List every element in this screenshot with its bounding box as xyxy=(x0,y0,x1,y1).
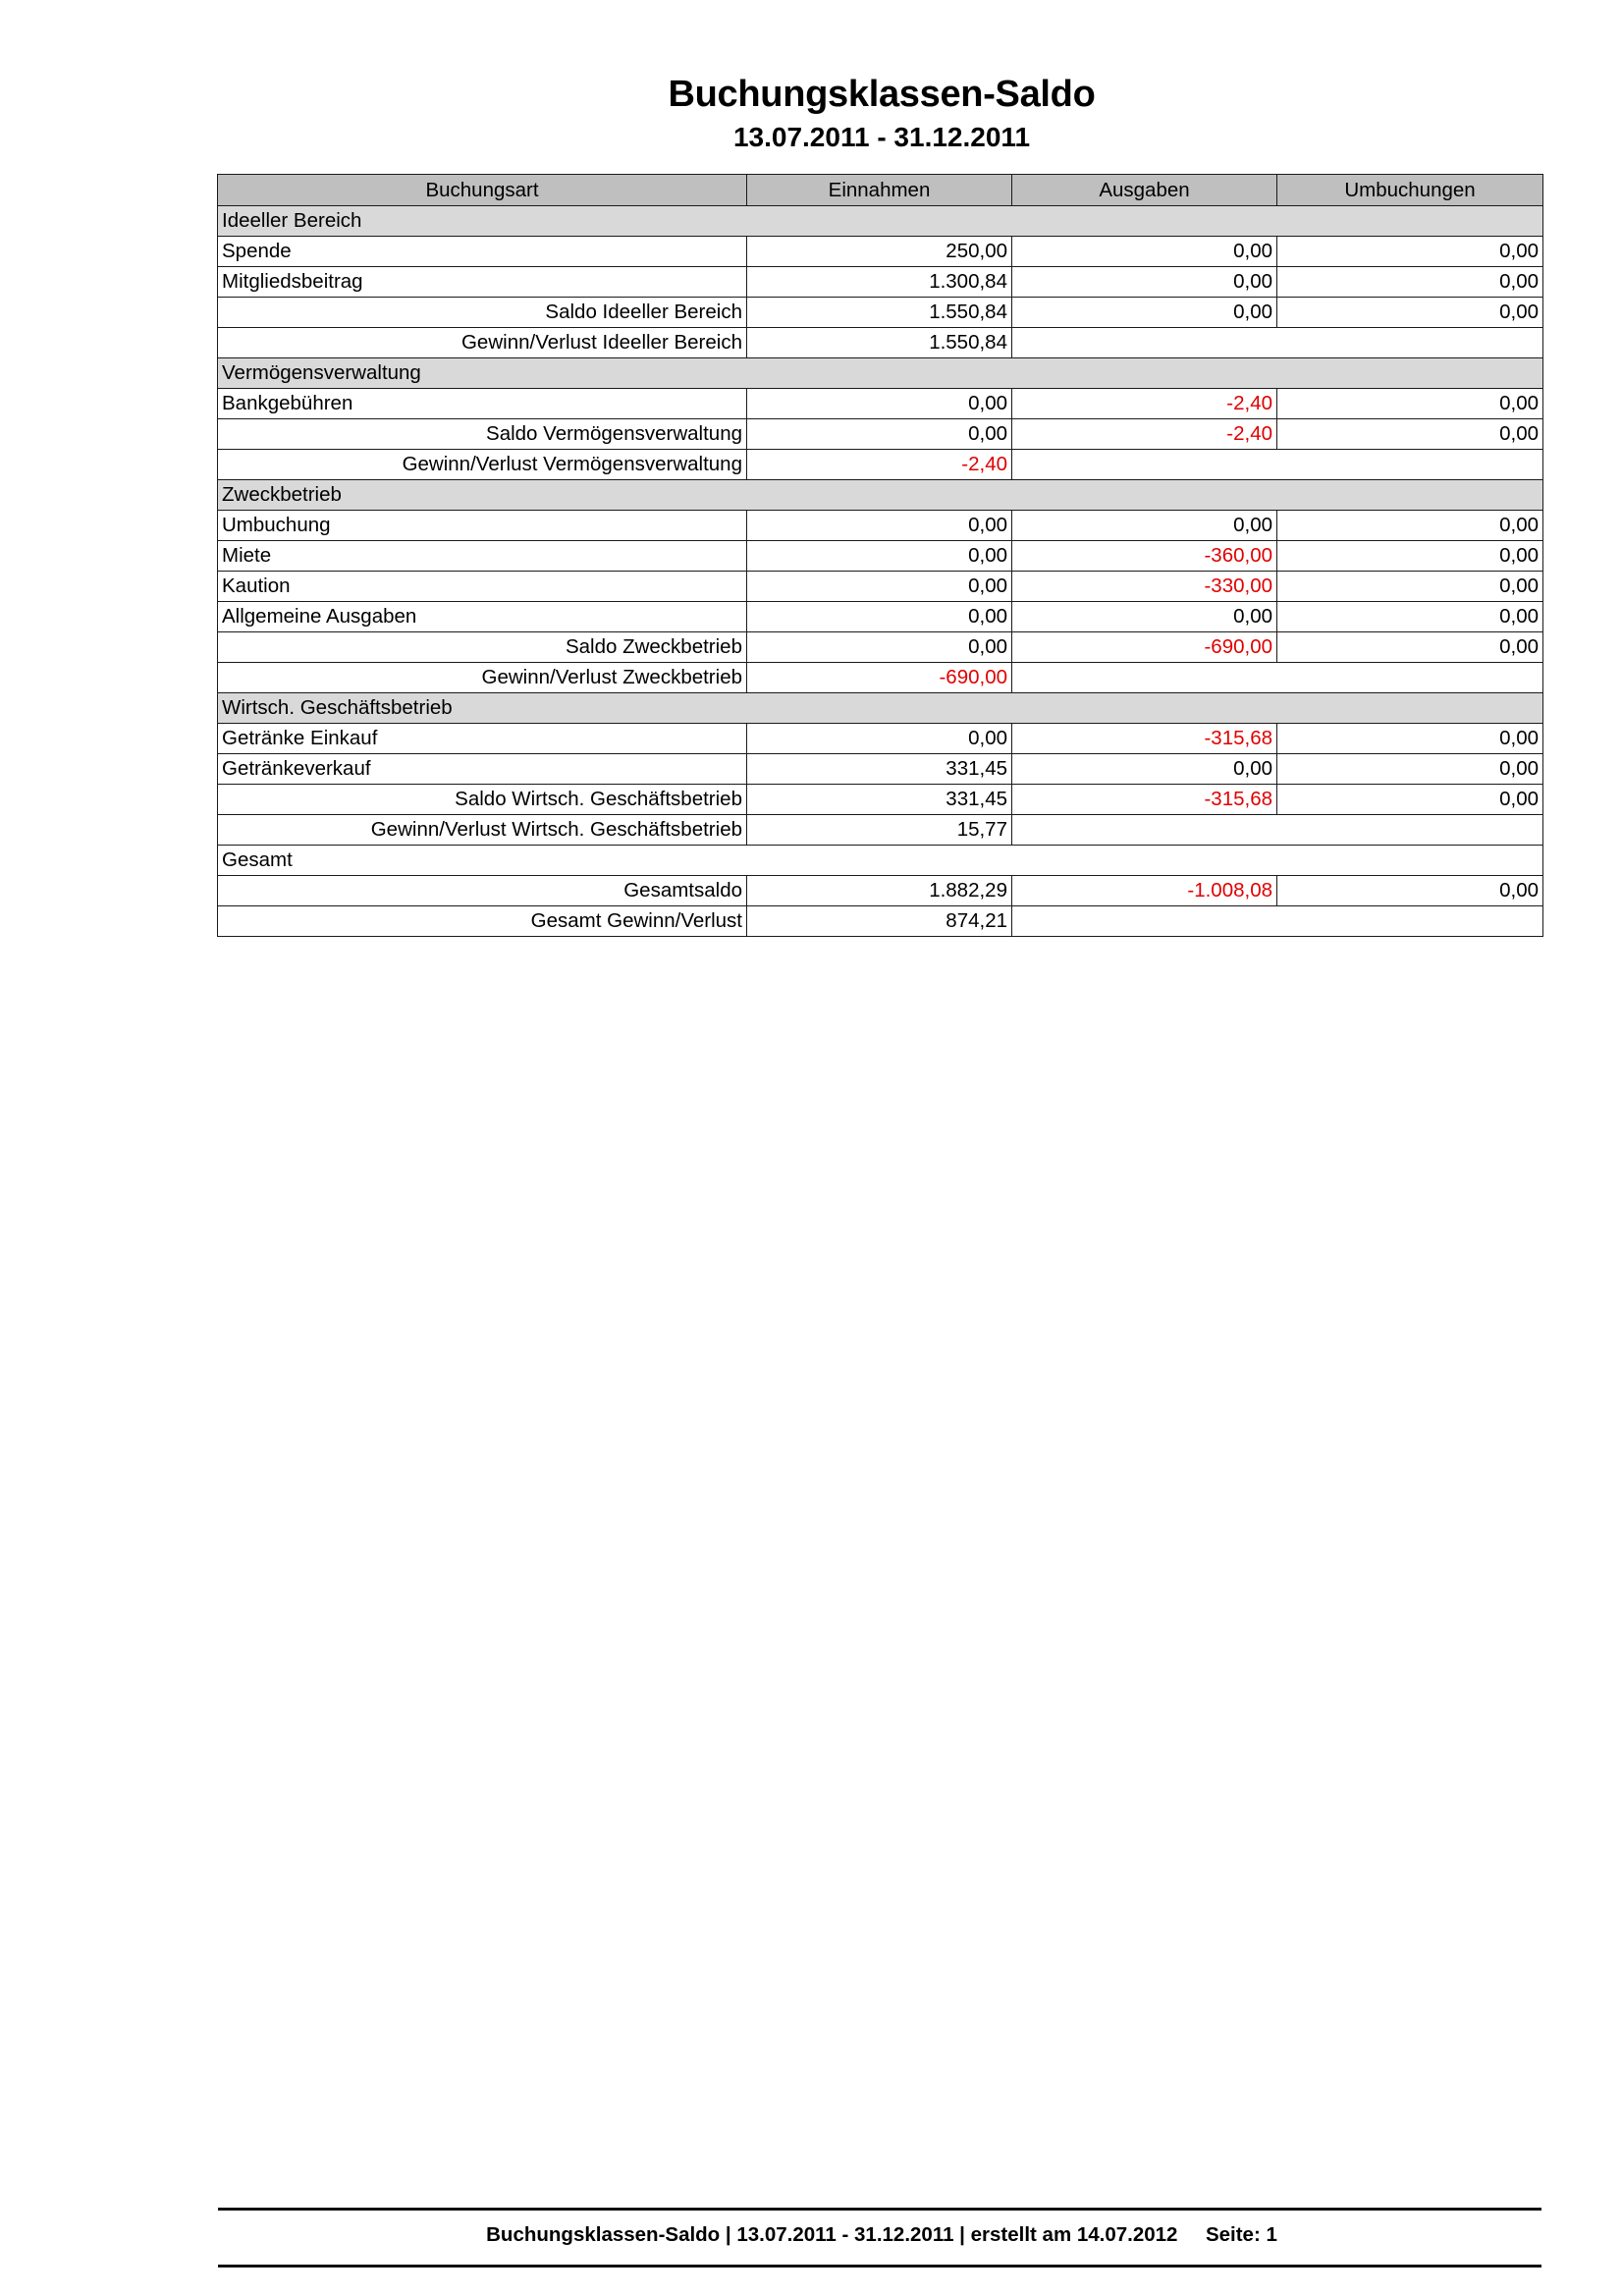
row-label: Gewinn/Verlust Zweckbetrieb xyxy=(218,663,747,693)
row-label: Gewinn/Verlust Wirtsch. Geschäftsbetrieb xyxy=(218,815,747,846)
cell-umbuchungen: 0,00 xyxy=(1277,267,1543,298)
empty-cell xyxy=(1012,450,1543,480)
table-row xyxy=(218,511,1543,541)
section-title: Gesamt xyxy=(218,846,1543,876)
row-label: Getränke Einkauf xyxy=(218,724,747,754)
table-row xyxy=(218,602,1543,632)
table-row xyxy=(218,541,1543,572)
cell-umbuchungen: 0,00 xyxy=(1277,632,1543,663)
gewinn-verlust-row xyxy=(218,328,1543,358)
row-label: Getränkeverkauf xyxy=(218,754,747,785)
row-label: Gewinn/Verlust Ideeller Bereich xyxy=(218,328,747,358)
cell-gewinn-verlust: 15,77 xyxy=(747,815,1012,846)
cell-einnahmen: 0,00 xyxy=(747,602,1012,632)
row-label: Gesamt Gewinn/Verlust xyxy=(218,906,747,937)
section-header-row xyxy=(218,480,1543,511)
cell-ausgaben: -690,00 xyxy=(1012,632,1277,663)
cell-gewinn-verlust: -2,40 xyxy=(747,450,1012,480)
cell-umbuchungen: 0,00 xyxy=(1277,572,1543,602)
table-row xyxy=(218,724,1543,754)
cell-umbuchungen: 0,00 xyxy=(1277,754,1543,785)
cell-einnahmen: 0,00 xyxy=(747,632,1012,663)
footer-divider-top xyxy=(218,2208,1541,2211)
cell-umbuchungen: 0,00 xyxy=(1277,419,1543,450)
page-footer xyxy=(0,2223,1622,2247)
gewinn-verlust-row xyxy=(218,906,1543,937)
section-header-row xyxy=(218,693,1543,724)
cell-gewinn-verlust: 1.550,84 xyxy=(747,328,1012,358)
cell-ausgaben: -330,00 xyxy=(1012,572,1277,602)
table-row xyxy=(218,572,1543,602)
section-title: Wirtsch. Geschäftsbetrieb xyxy=(218,693,1543,724)
cell-umbuchungen: 0,00 xyxy=(1277,298,1543,328)
column-header-buchungsart: Buchungsart xyxy=(218,175,747,206)
total-saldo-row xyxy=(218,876,1543,906)
row-label: Umbuchung xyxy=(218,511,747,541)
cell-ausgaben: 0,00 xyxy=(1012,602,1277,632)
cell-einnahmen: 331,45 xyxy=(747,785,1012,815)
saldo-row xyxy=(218,298,1543,328)
balance-table xyxy=(217,174,1543,937)
cell-umbuchungen: 0,00 xyxy=(1277,541,1543,572)
cell-umbuchungen: 0,00 xyxy=(1277,785,1543,815)
empty-cell xyxy=(1012,815,1543,846)
report-title: Buchungsklassen-Saldo xyxy=(668,74,1096,115)
footer-page-number: Seite: 1 xyxy=(1205,2223,1277,2246)
cell-gewinn-verlust: -690,00 xyxy=(747,663,1012,693)
section-title: Vermögensverwaltung xyxy=(218,358,1543,389)
section-title: Zweckbetrieb xyxy=(218,480,1543,511)
cell-einnahmen: 1.882,29 xyxy=(747,876,1012,906)
row-label: Saldo Vermögensverwaltung xyxy=(218,419,747,450)
gewinn-verlust-row xyxy=(218,815,1543,846)
row-label: Gesamtsaldo xyxy=(218,876,747,906)
cell-einnahmen: 0,00 xyxy=(747,572,1012,602)
cell-ausgaben: 0,00 xyxy=(1012,237,1277,267)
empty-cell xyxy=(1012,663,1543,693)
cell-einnahmen: 1.550,84 xyxy=(747,298,1012,328)
section-header-row xyxy=(218,846,1543,876)
cell-einnahmen: 0,00 xyxy=(747,511,1012,541)
column-header-einnahmen: Einnahmen xyxy=(747,175,1012,206)
saldo-row xyxy=(218,419,1543,450)
table-row xyxy=(218,237,1543,267)
saldo-row xyxy=(218,632,1543,663)
row-label: Mitgliedsbeitrag xyxy=(218,267,747,298)
cell-ausgaben: -315,68 xyxy=(1012,724,1277,754)
cell-umbuchungen: 0,00 xyxy=(1277,511,1543,541)
footer-text: Buchungsklassen-Saldo | 13.07.2011 - 31.12.2011 | erstellt am 14.07.2012 xyxy=(486,2223,1178,2246)
section-header-row xyxy=(218,206,1543,237)
cell-einnahmen: 250,00 xyxy=(747,237,1012,267)
row-label: Kaution xyxy=(218,572,747,602)
row-label: Saldo Wirtsch. Geschäftsbetrieb xyxy=(218,785,747,815)
cell-einnahmen: 331,45 xyxy=(747,754,1012,785)
row-label: Miete xyxy=(218,541,747,572)
section-header-row xyxy=(218,358,1543,389)
cell-umbuchungen: 0,00 xyxy=(1277,602,1543,632)
row-label: Saldo Ideeller Bereich xyxy=(218,298,747,328)
row-label: Bankgebühren xyxy=(218,389,747,419)
saldo-row xyxy=(218,785,1543,815)
table-row xyxy=(218,267,1543,298)
table-body xyxy=(218,206,1543,937)
cell-ausgaben: -2,40 xyxy=(1012,419,1277,450)
cell-umbuchungen: 0,00 xyxy=(1277,876,1543,906)
table-row xyxy=(218,389,1543,419)
cell-einnahmen: 0,00 xyxy=(747,419,1012,450)
cell-ausgaben: -360,00 xyxy=(1012,541,1277,572)
cell-einnahmen: 0,00 xyxy=(747,541,1012,572)
row-label: Saldo Zweckbetrieb xyxy=(218,632,747,663)
cell-ausgaben: 0,00 xyxy=(1012,754,1277,785)
row-label: Allgemeine Ausgaben xyxy=(218,602,747,632)
cell-ausgaben: -1.008,08 xyxy=(1012,876,1277,906)
cell-umbuchungen: 0,00 xyxy=(1277,389,1543,419)
gewinn-verlust-row xyxy=(218,450,1543,480)
row-label: Gewinn/Verlust Vermögensverwaltung xyxy=(218,450,747,480)
cell-ausgaben: -2,40 xyxy=(1012,389,1277,419)
cell-gewinn-verlust: 874,21 xyxy=(747,906,1012,937)
footer-spacer xyxy=(1177,2223,1205,2246)
cell-ausgaben: 0,00 xyxy=(1012,267,1277,298)
cell-ausgaben: -315,68 xyxy=(1012,785,1277,815)
cell-ausgaben: 0,00 xyxy=(1012,511,1277,541)
gewinn-verlust-row xyxy=(218,663,1543,693)
row-label: Spende xyxy=(218,237,747,267)
cell-umbuchungen: 0,00 xyxy=(1277,724,1543,754)
section-title: Ideeller Bereich xyxy=(218,206,1543,237)
cell-einnahmen: 0,00 xyxy=(747,389,1012,419)
cell-ausgaben: 0,00 xyxy=(1012,298,1277,328)
table-row xyxy=(218,754,1543,785)
cell-einnahmen: 0,00 xyxy=(747,724,1012,754)
cell-einnahmen: 1.300,84 xyxy=(747,267,1012,298)
footer-divider-bottom xyxy=(218,2265,1541,2268)
column-header-umbuchungen: Umbuchungen xyxy=(1277,175,1543,206)
column-header-ausgaben: Ausgaben xyxy=(1012,175,1277,206)
report-period: 13.07.2011 - 31.12.2011 xyxy=(732,122,1031,152)
empty-cell xyxy=(1012,328,1543,358)
empty-cell xyxy=(1012,906,1543,937)
table-header-row xyxy=(218,175,1543,206)
cell-umbuchungen: 0,00 xyxy=(1277,237,1543,267)
